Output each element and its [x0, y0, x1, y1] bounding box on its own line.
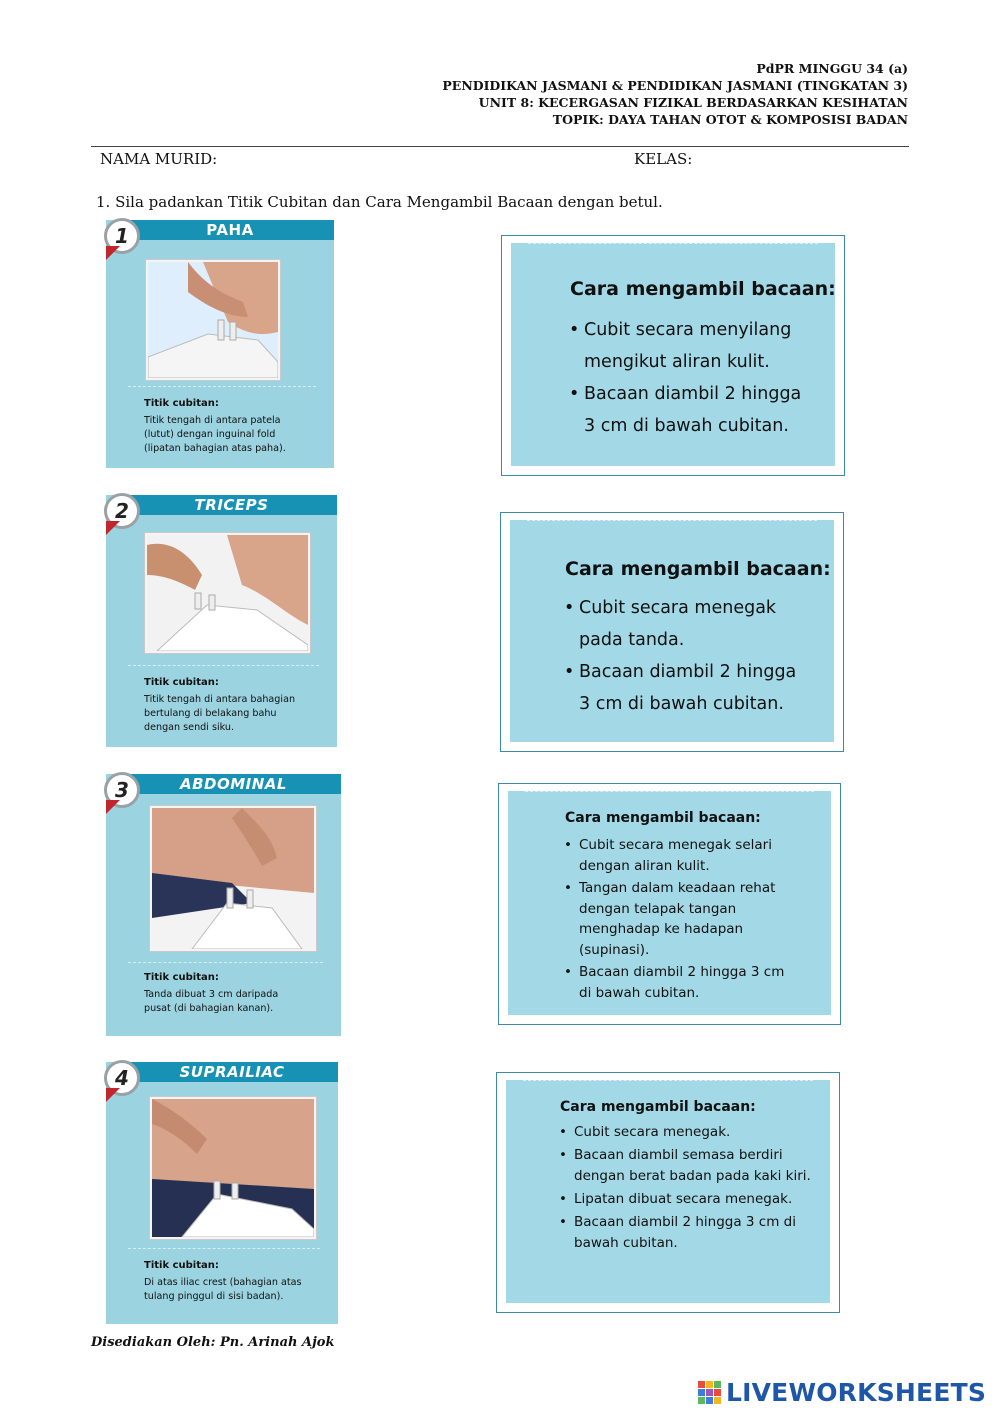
card-title: ABDOMINAL [126, 774, 341, 794]
box-list-item: • Bacaan diambil 2 hingga 3 cm di bawah cubitan. [574, 1212, 824, 1254]
prepared-by-footer: Disediakan Oleh: Pn. Arinah Ajok [91, 1335, 335, 1350]
pinch-card-triceps [106, 495, 337, 747]
reading-method-box-4[interactable] [496, 1072, 840, 1313]
box-heading: Cara mengambil bacaan: [565, 810, 761, 826]
brand-wordmark: LIVEWORKSHEETS [726, 1378, 987, 1407]
card-description [144, 693, 295, 735]
card-label: Titik cubitan: [144, 677, 219, 688]
card-desc-line: pusat (di bahagian kanan). [144, 1003, 274, 1014]
box-separator [525, 791, 814, 792]
box-list-item: • Bacaan diambil semasa berdiri dengan berat badan pada kaki kiri. [574, 1145, 824, 1187]
card-label: Titik cubitan: [144, 972, 219, 983]
card-desc-line: tulang pinggul di sisi badan). [144, 1291, 284, 1302]
red-corner-marker [106, 521, 120, 535]
box-list-item: • Bacaan diambil 2 hingga 3 cm di bawah cubitan. [579, 962, 799, 1003]
card-description [144, 414, 286, 456]
box-separator [528, 243, 818, 244]
card-desc-line: (lutut) dengan inguinal fold [144, 429, 276, 440]
box-separator [523, 1080, 813, 1081]
card-title: TRICEPS [126, 495, 337, 515]
box-list [574, 1122, 824, 1254]
reading-method-box-1[interactable] [501, 235, 845, 476]
card-number-badge: 4 [104, 1060, 140, 1096]
document-header [442, 60, 908, 128]
triceps-skinfold-photo [145, 533, 310, 653]
box-list-item: • Bacaan diambil 2 hingga 3 cm di bawah cubitan. [579, 656, 809, 720]
card-title: SUPRAILIAC [126, 1062, 338, 1082]
card-separator [128, 665, 319, 666]
card-number-badge: 3 [104, 772, 140, 808]
box-heading: Cara mengambil bacaan: [560, 1099, 756, 1115]
card-title: PAHA [126, 220, 334, 240]
card-desc-line: Titik tengah di antara bahagian [144, 694, 296, 705]
box-list [584, 314, 814, 442]
card-number-badge: 1 [104, 218, 140, 254]
pinch-card-suprailiac [106, 1062, 338, 1324]
box-separator [527, 520, 817, 521]
class-label: KELAS: [634, 150, 693, 168]
student-name-label: NAMA MURID: [100, 150, 218, 168]
card-number-badge: 2 [104, 493, 140, 529]
card-desc-line: Titik tengah di antara patela [144, 415, 281, 426]
header-topic: TOPIK: DAYA TAHAN OTOT & KOMPOSISI BADAN [552, 112, 908, 127]
reading-method-box-2[interactable] [500, 512, 844, 752]
box-heading: Cara mengambil bacaan: [570, 278, 836, 300]
box-list [579, 592, 809, 720]
abdominal-skinfold-photo [150, 806, 316, 951]
card-separator [128, 386, 316, 387]
header-unit: UNIT 8: KECERGASAN FIZIKAL BERDASARKAN KESIHATAN [478, 95, 908, 110]
pinch-card-abdominal [106, 774, 341, 1036]
card-label: Titik cubitan: [144, 1260, 219, 1271]
box-list [579, 835, 799, 1003]
box-list-item: • Cubit secara menegak pada tanda. [579, 592, 809, 656]
card-label: Titik cubitan: [144, 398, 219, 409]
box-list-item: • Cubit secara menyilang mengikut aliran kulit. [584, 314, 814, 378]
red-corner-marker [106, 1088, 120, 1102]
box-list-item: • Lipatan dibuat secara menegak. [574, 1189, 824, 1210]
card-desc-line: Tanda dibuat 3 cm daripada [144, 989, 279, 1000]
box-list-item: • Tangan dalam keadaan rehat dengan telapak tangan menghadap ke hadapan (supinasi). [579, 878, 799, 960]
red-corner-marker [106, 246, 120, 260]
box-list-item: • Cubit secara menegak selari dengan aliran kulit. [579, 835, 799, 876]
header-divider [91, 146, 909, 147]
thigh-skinfold-photo [146, 260, 280, 380]
box-heading: Cara mengambil bacaan: [565, 558, 831, 580]
card-desc-line: (lipatan bahagian atas paha). [144, 443, 286, 454]
pinch-card-paha [106, 220, 334, 468]
card-description [144, 1276, 302, 1304]
question-text: 1. Sila padankan Titik Cubitan dan Cara Mengambil Bacaan dengan betul. [96, 193, 663, 211]
card-desc-line: Di atas iliac crest (bahagian atas [144, 1277, 302, 1288]
liveworksheets-logo-icon [698, 1381, 722, 1405]
card-separator [128, 962, 323, 963]
header-week: PdPR MINGGU 34 (a) [756, 61, 908, 76]
card-desc-line: dengan sendi siku. [144, 722, 235, 733]
suprailiac-skinfold-photo [150, 1097, 316, 1239]
box-list-item: • Bacaan diambil 2 hingga 3 cm di bawah cubitan. [584, 378, 814, 442]
box-list-item: • Cubit secara menegak. [574, 1122, 824, 1143]
card-description [144, 988, 278, 1016]
card-desc-line: bertulang di belakang bahu [144, 708, 277, 719]
card-separator [128, 1248, 320, 1249]
reading-method-box-3[interactable] [498, 783, 841, 1025]
red-corner-marker [106, 800, 120, 814]
header-subject: PENDIDIKAN JASMANI & PENDIDIKAN JASMANI (TINGKATAN 3) [442, 78, 908, 93]
